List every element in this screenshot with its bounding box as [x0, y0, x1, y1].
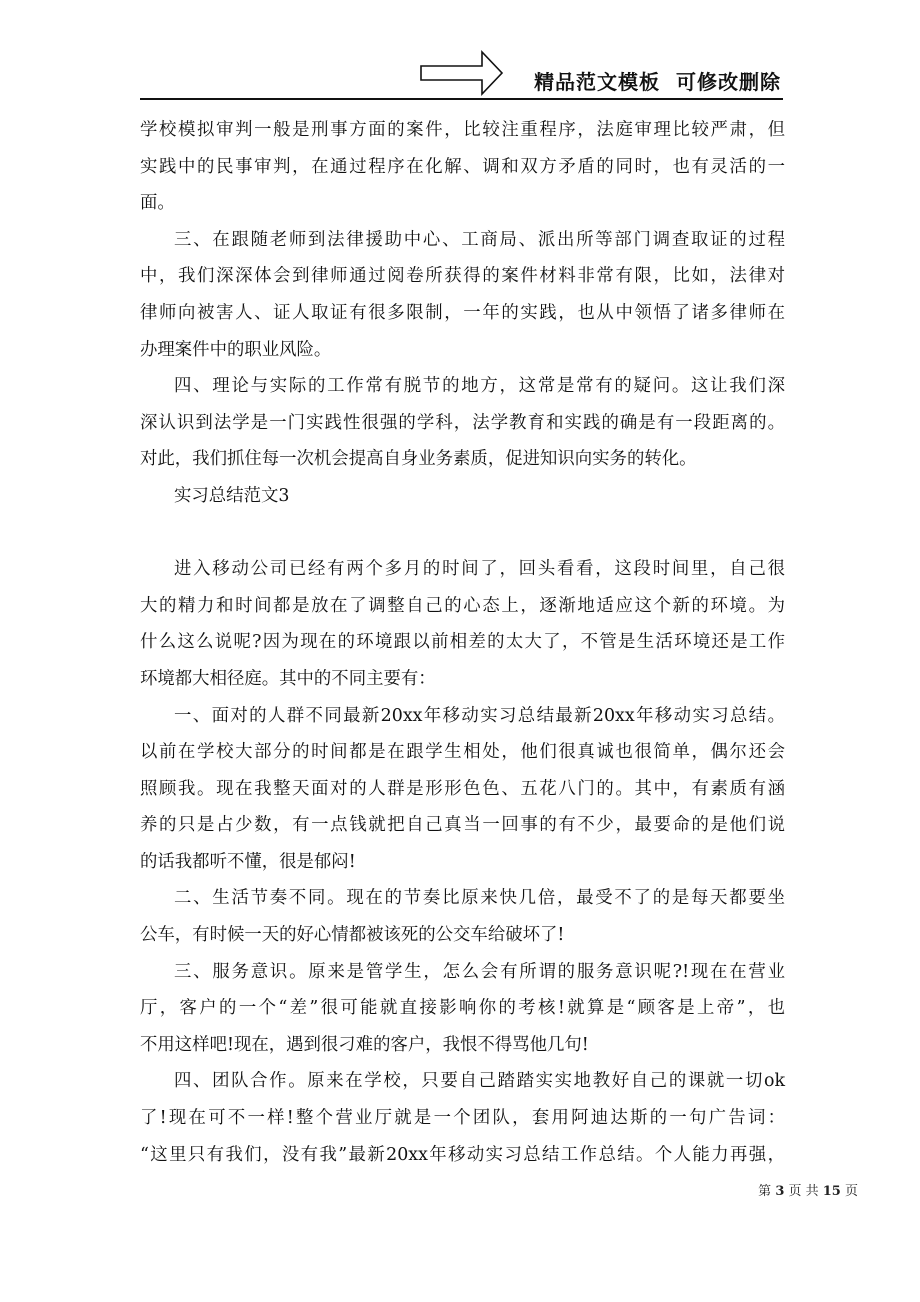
section-heading: 实习总结范文3	[174, 485, 290, 506]
text-line: 四、理论与实际的工作常有脱节的地方，这常是常有的疑问。这让我们深	[174, 376, 785, 397]
text-line: 四、团队合作。原来在学校，只要自己踏踏实实地教好自己的课就一切ok	[174, 1071, 785, 1092]
page-footer	[758, 1180, 858, 1199]
text-line: 面。	[140, 193, 175, 214]
text-line: 照顾我。现在我整天面对的人群是形形色色、五花八门的。其中，有素质有涵	[140, 778, 785, 799]
text-line: 厅，客户的一个“差”很可能就直接影响你的考核!就算是“顾客是上帝”，也	[140, 998, 785, 1019]
text-line: 进入移动公司已经有两个多月的时间了，回头看看，这段时间里，自己很	[174, 559, 785, 580]
text-line: 学校模拟审判一般是刑事方面的案件，比较注重程序，法庭审理比较严肃，但	[140, 120, 785, 140]
header-title: 精品范文模板 可修改删除	[534, 70, 781, 94]
text-line: 不用这样吧!现在，遇到很刁难的客户，我恨不得骂他几句!	[140, 1034, 589, 1055]
current-page-number: 3	[775, 1184, 785, 1199]
page-header	[140, 48, 783, 100]
document-body	[140, 112, 785, 1173]
text-line: 中，我们深深体会到律师通过阅卷所获得的案件材料非常有限，比如，法律对	[140, 266, 785, 287]
text-line: 以前在学校大部分的时间都是在跟学生相处，他们很真诚也很简单，偶尔还会	[140, 742, 785, 763]
text-line: 深认识到法学是一门实践性很强的学科，法学教育和实践的确是有一段距离的。	[140, 412, 785, 433]
text-line: 什么这么说呢?因为现在的环境跟以前相差的太大了，不管是生活环境还是工作	[140, 632, 785, 653]
text-line: 环境都大相径庭。其中的不同主要有：	[140, 668, 436, 689]
text-line: “这里只有我们，没有我”最新20xx年移动实习总结工作总结。个人能力再强，	[140, 1144, 785, 1165]
arrow-right-icon	[420, 50, 504, 96]
text-line: 一、面对的人群不同最新20xx年移动实习总结最新20xx年移动实习总结。	[174, 705, 785, 726]
text-line: 律师向被害人、证人取证有很多限制，一年的实践，也从中领悟了诸多律师在	[140, 302, 785, 323]
text-line: 三、在跟随老师到法律援助中心、工商局、派出所等部门调查取证的过程	[174, 229, 785, 250]
footer-middle: 页 共	[784, 1184, 823, 1199]
text-line: 实践中的民事审判，在通过程序在化解、调和双方矛盾的同时，也有灵活的一	[140, 156, 785, 177]
header-rule	[140, 98, 783, 100]
blank-line	[140, 515, 785, 552]
text-line: 对此，我们抓住每一次机会提高自身业务素质，促进知识向实务的转化。	[140, 449, 697, 470]
text-line: 的话我都听不懂，很是郁闷!	[140, 851, 356, 872]
footer-suffix: 页	[840, 1184, 858, 1199]
text-line: 大的精力和时间都是放在了调整自己的心态上，逐渐地适应这个新的环境。为	[140, 595, 785, 616]
text-line: 了!现在可不一样!整个营业厅就是一个团队，套用阿迪达斯的一句广告词：	[140, 1108, 785, 1129]
total-page-count: 15	[822, 1184, 841, 1199]
text-line: 办理案件中的职业风险。	[140, 339, 332, 360]
text-line: 养的只是占少数，有一点钱就把自己真当一回事的有不少，最要命的是他们说	[140, 815, 785, 836]
text-line: 三、服务意识。原来是管学生，怎么会有所谓的服务意识呢?!现在在营业	[174, 961, 785, 982]
text-line: 二、生活节奏不同。现在的节奏比原来快几倍，最受不了的是每天都要坐	[174, 888, 785, 909]
footer-prefix: 第	[758, 1184, 776, 1199]
text-line: 公车，有时候一天的好心情都被该死的公交车给破坏了!	[140, 925, 565, 946]
